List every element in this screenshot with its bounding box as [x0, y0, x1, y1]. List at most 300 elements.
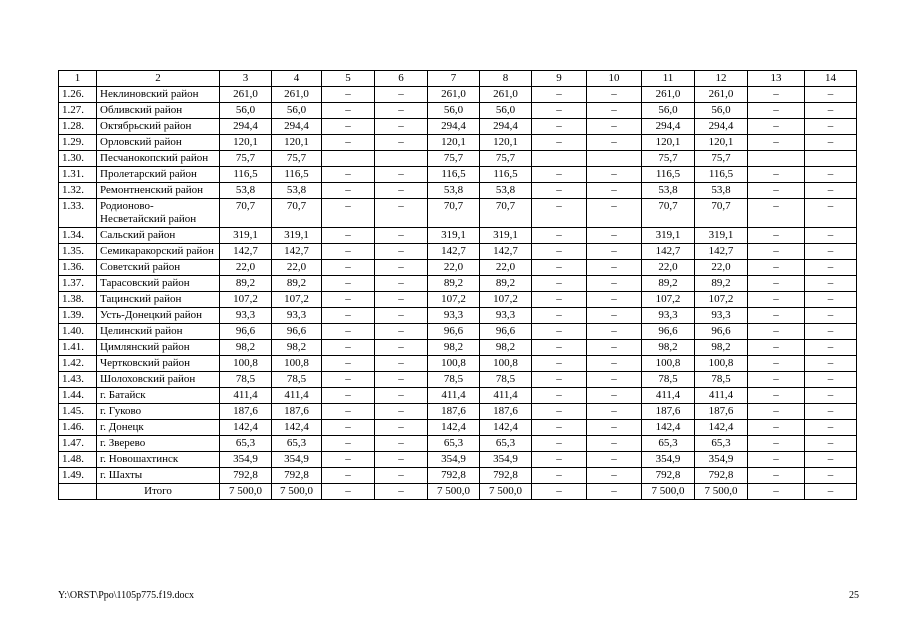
value-cell: 261,0: [220, 87, 272, 103]
value-cell: 78,5: [480, 372, 532, 388]
value-cell: 96,6: [272, 324, 322, 340]
value-cell: –: [532, 324, 587, 340]
value-cell: 261,0: [642, 87, 695, 103]
table-row: [59, 308, 857, 324]
value-cell: 294,4: [642, 119, 695, 135]
value-cell: 792,8: [220, 468, 272, 484]
row-number-cell: 1.30.: [59, 151, 97, 167]
value-cell: [748, 151, 805, 167]
value-cell: [587, 151, 642, 167]
value-cell: 187,6: [480, 404, 532, 420]
district-name-cell: Усть-Донецкий район: [97, 308, 220, 324]
row-number-cell: 1.49.: [59, 468, 97, 484]
value-cell: –: [532, 420, 587, 436]
value-cell: 89,2: [642, 276, 695, 292]
value-cell: 187,6: [695, 404, 748, 420]
row-number-cell: 1.44.: [59, 388, 97, 404]
table-row: [59, 135, 857, 151]
value-cell: –: [375, 436, 428, 452]
value-cell: –: [322, 452, 375, 468]
value-cell: –: [748, 484, 805, 500]
value-cell: 78,5: [220, 372, 272, 388]
column-header: 10: [587, 71, 642, 87]
value-cell: –: [532, 276, 587, 292]
value-cell: 142,7: [272, 244, 322, 260]
value-cell: –: [322, 244, 375, 260]
total-row: [59, 484, 857, 500]
value-cell: –: [748, 167, 805, 183]
value-cell: 107,2: [695, 292, 748, 308]
value-cell: –: [375, 340, 428, 356]
value-cell: –: [748, 420, 805, 436]
value-cell: –: [587, 436, 642, 452]
district-name-cell: Цимлянский район: [97, 340, 220, 356]
value-cell: 78,5: [642, 372, 695, 388]
value-cell: –: [532, 372, 587, 388]
value-cell: 56,0: [220, 103, 272, 119]
value-cell: 93,3: [695, 308, 748, 324]
value-cell: –: [322, 183, 375, 199]
value-cell: –: [587, 324, 642, 340]
value-cell: –: [322, 436, 375, 452]
value-cell: –: [587, 340, 642, 356]
value-cell: –: [587, 244, 642, 260]
value-cell: 142,4: [272, 420, 322, 436]
value-cell: 89,2: [272, 276, 322, 292]
value-cell: –: [532, 228, 587, 244]
value-cell: –: [532, 87, 587, 103]
value-cell: –: [322, 135, 375, 151]
row-number-cell: 1.39.: [59, 308, 97, 324]
value-cell: –: [587, 276, 642, 292]
district-name-cell: Семикаракорский район: [97, 244, 220, 260]
value-cell: –: [375, 308, 428, 324]
value-cell: –: [748, 119, 805, 135]
row-number-cell: 1.48.: [59, 452, 97, 468]
value-cell: 142,7: [695, 244, 748, 260]
value-cell: –: [748, 260, 805, 276]
value-cell: 142,7: [428, 244, 480, 260]
value-cell: 100,8: [480, 356, 532, 372]
value-cell: –: [375, 119, 428, 135]
value-cell: 22,0: [642, 260, 695, 276]
row-number-cell: 1.46.: [59, 420, 97, 436]
value-cell: 354,9: [695, 452, 748, 468]
value-cell: 93,3: [428, 308, 480, 324]
value-cell: –: [805, 340, 857, 356]
value-cell: –: [322, 199, 375, 228]
value-cell: 78,5: [428, 372, 480, 388]
row-number-cell: 1.27.: [59, 103, 97, 119]
value-cell: –: [587, 484, 642, 500]
value-cell: –: [375, 420, 428, 436]
table-row: [59, 436, 857, 452]
value-cell: –: [532, 308, 587, 324]
row-number-cell: 1.35.: [59, 244, 97, 260]
value-cell: –: [805, 135, 857, 151]
column-header: 4: [272, 71, 322, 87]
district-name-cell: Чертковский район: [97, 356, 220, 372]
district-name-cell: Неклиновский район: [97, 87, 220, 103]
value-cell: –: [587, 452, 642, 468]
district-name-cell: г. Батайск: [97, 388, 220, 404]
value-cell: 7 500,0: [480, 484, 532, 500]
value-cell: 411,4: [428, 388, 480, 404]
value-cell: –: [805, 292, 857, 308]
row-number-cell: 1.43.: [59, 372, 97, 388]
value-cell: 116,5: [695, 167, 748, 183]
value-cell: 142,7: [480, 244, 532, 260]
value-cell: 319,1: [272, 228, 322, 244]
value-cell: –: [322, 276, 375, 292]
value-cell: –: [375, 103, 428, 119]
value-cell: –: [805, 356, 857, 372]
value-cell: 354,9: [428, 452, 480, 468]
table-row: [59, 199, 857, 228]
district-name-cell: Песчанокопский район: [97, 151, 220, 167]
value-cell: –: [748, 244, 805, 260]
table-row: [59, 324, 857, 340]
value-cell: 98,2: [220, 340, 272, 356]
value-cell: 792,8: [272, 468, 322, 484]
value-cell: –: [322, 340, 375, 356]
value-cell: 120,1: [480, 135, 532, 151]
value-cell: –: [748, 452, 805, 468]
value-cell: –: [587, 372, 642, 388]
value-cell: 319,1: [220, 228, 272, 244]
value-cell: –: [748, 87, 805, 103]
table-row: [59, 420, 857, 436]
value-cell: 107,2: [480, 292, 532, 308]
value-cell: 65,3: [428, 436, 480, 452]
value-cell: 116,5: [220, 167, 272, 183]
value-cell: 93,3: [272, 308, 322, 324]
column-header: 8: [480, 71, 532, 87]
table-row: [59, 452, 857, 468]
value-cell: –: [532, 183, 587, 199]
value-cell: –: [805, 324, 857, 340]
table-row: [59, 372, 857, 388]
column-header: 1: [59, 71, 97, 87]
value-cell: 7 500,0: [642, 484, 695, 500]
value-cell: 100,8: [220, 356, 272, 372]
value-cell: 319,1: [642, 228, 695, 244]
value-cell: –: [805, 103, 857, 119]
table-row: [59, 292, 857, 308]
value-cell: 116,5: [428, 167, 480, 183]
value-cell: 411,4: [480, 388, 532, 404]
table-row: [59, 260, 857, 276]
row-number-cell: 1.47.: [59, 436, 97, 452]
value-cell: 792,8: [480, 468, 532, 484]
value-cell: 354,9: [642, 452, 695, 468]
value-cell: –: [532, 468, 587, 484]
value-cell: 107,2: [220, 292, 272, 308]
value-cell: 116,5: [642, 167, 695, 183]
value-cell: 116,5: [272, 167, 322, 183]
value-cell: 294,4: [428, 119, 480, 135]
district-name-cell: Целинский район: [97, 324, 220, 340]
district-name-cell: Тацинский район: [97, 292, 220, 308]
district-name-cell: Ремонтненский район: [97, 183, 220, 199]
value-cell: 261,0: [272, 87, 322, 103]
value-cell: –: [587, 308, 642, 324]
value-cell: –: [322, 119, 375, 135]
value-cell: 22,0: [480, 260, 532, 276]
value-cell: –: [748, 388, 805, 404]
value-cell: –: [375, 244, 428, 260]
value-cell: 120,1: [428, 135, 480, 151]
value-cell: 187,6: [428, 404, 480, 420]
row-number-cell: 1.32.: [59, 183, 97, 199]
value-cell: –: [322, 484, 375, 500]
value-cell: 89,2: [220, 276, 272, 292]
value-cell: –: [532, 356, 587, 372]
value-cell: –: [587, 87, 642, 103]
column-header: 13: [748, 71, 805, 87]
column-header: 3: [220, 71, 272, 87]
value-cell: [375, 151, 428, 167]
value-cell: –: [805, 87, 857, 103]
district-name-cell: Октябрьский район: [97, 119, 220, 135]
district-name-cell: г. Шахты: [97, 468, 220, 484]
value-cell: –: [375, 404, 428, 420]
table-row: [59, 244, 857, 260]
district-name-cell: Родионово-Несветайский район: [97, 199, 220, 228]
value-cell: –: [532, 292, 587, 308]
value-cell: –: [375, 183, 428, 199]
value-cell: 120,1: [642, 135, 695, 151]
value-cell: 75,7: [480, 151, 532, 167]
row-number-cell: 1.33.: [59, 199, 97, 228]
value-cell: –: [748, 356, 805, 372]
value-cell: –: [375, 260, 428, 276]
column-header: 6: [375, 71, 428, 87]
value-cell: 89,2: [695, 276, 748, 292]
value-cell: –: [805, 244, 857, 260]
value-cell: 96,6: [642, 324, 695, 340]
value-cell: –: [375, 276, 428, 292]
row-number-cell: 1.37.: [59, 276, 97, 292]
column-header: 5: [322, 71, 375, 87]
value-cell: [805, 151, 857, 167]
value-cell: –: [532, 167, 587, 183]
value-cell: [322, 151, 375, 167]
column-header: 9: [532, 71, 587, 87]
value-cell: 65,3: [695, 436, 748, 452]
value-cell: 187,6: [220, 404, 272, 420]
value-cell: 98,2: [480, 340, 532, 356]
value-cell: –: [587, 468, 642, 484]
value-cell: 96,6: [220, 324, 272, 340]
value-cell: 70,7: [428, 199, 480, 228]
value-cell: 93,3: [480, 308, 532, 324]
value-cell: 7 500,0: [428, 484, 480, 500]
table-header-row: [59, 71, 857, 87]
value-cell: –: [748, 468, 805, 484]
value-cell: 142,4: [642, 420, 695, 436]
value-cell: 53,8: [428, 183, 480, 199]
row-number-cell: [59, 484, 97, 500]
district-name-cell: Сальский район: [97, 228, 220, 244]
value-cell: –: [322, 260, 375, 276]
value-cell: –: [532, 119, 587, 135]
row-number-cell: 1.26.: [59, 87, 97, 103]
value-cell: –: [375, 484, 428, 500]
value-cell: –: [587, 119, 642, 135]
value-cell: 65,3: [220, 436, 272, 452]
value-cell: –: [805, 276, 857, 292]
value-cell: –: [322, 468, 375, 484]
value-cell: –: [748, 372, 805, 388]
value-cell: –: [805, 260, 857, 276]
value-cell: –: [375, 199, 428, 228]
value-cell: 411,4: [642, 388, 695, 404]
value-cell: 56,0: [695, 103, 748, 119]
column-header: 14: [805, 71, 857, 87]
value-cell: 319,1: [695, 228, 748, 244]
value-cell: –: [587, 135, 642, 151]
value-cell: 294,4: [220, 119, 272, 135]
value-cell: 93,3: [220, 308, 272, 324]
table-row: [59, 151, 857, 167]
value-cell: –: [532, 340, 587, 356]
value-cell: 70,7: [480, 199, 532, 228]
district-name-cell: г. Новошахтинск: [97, 452, 220, 468]
value-cell: –: [532, 452, 587, 468]
value-cell: –: [587, 167, 642, 183]
table-row: [59, 468, 857, 484]
value-cell: 100,8: [695, 356, 748, 372]
value-cell: –: [587, 420, 642, 436]
value-cell: –: [322, 388, 375, 404]
value-cell: 53,8: [220, 183, 272, 199]
table-row: [59, 103, 857, 119]
table-row: [59, 167, 857, 183]
value-cell: –: [805, 436, 857, 452]
value-cell: 78,5: [695, 372, 748, 388]
value-cell: 53,8: [272, 183, 322, 199]
row-number-cell: 1.28.: [59, 119, 97, 135]
value-cell: 56,0: [642, 103, 695, 119]
value-cell: 411,4: [695, 388, 748, 404]
value-cell: –: [587, 228, 642, 244]
value-cell: 792,8: [642, 468, 695, 484]
value-cell: 107,2: [272, 292, 322, 308]
district-name-cell: г. Зверево: [97, 436, 220, 452]
value-cell: –: [532, 135, 587, 151]
value-cell: 89,2: [428, 276, 480, 292]
value-cell: 53,8: [695, 183, 748, 199]
value-cell: –: [532, 436, 587, 452]
district-name-cell: Тарасовский район: [97, 276, 220, 292]
value-cell: 354,9: [220, 452, 272, 468]
value-cell: 294,4: [695, 119, 748, 135]
value-cell: 7 500,0: [695, 484, 748, 500]
value-cell: 75,7: [272, 151, 322, 167]
value-cell: –: [805, 119, 857, 135]
value-cell: –: [805, 167, 857, 183]
value-cell: 56,0: [272, 103, 322, 119]
value-cell: –: [375, 167, 428, 183]
value-cell: 78,5: [272, 372, 322, 388]
value-cell: –: [532, 484, 587, 500]
value-cell: –: [748, 135, 805, 151]
value-cell: [532, 151, 587, 167]
value-cell: –: [748, 436, 805, 452]
value-cell: 100,8: [642, 356, 695, 372]
district-name-cell: г. Донецк: [97, 420, 220, 436]
value-cell: –: [375, 388, 428, 404]
value-cell: 70,7: [695, 199, 748, 228]
value-cell: 96,6: [695, 324, 748, 340]
district-name-cell: Итого: [97, 484, 220, 500]
value-cell: –: [805, 420, 857, 436]
value-cell: 98,2: [642, 340, 695, 356]
value-cell: –: [322, 372, 375, 388]
value-cell: –: [375, 452, 428, 468]
value-cell: 120,1: [220, 135, 272, 151]
value-cell: 187,6: [642, 404, 695, 420]
value-cell: –: [587, 356, 642, 372]
value-cell: 22,0: [272, 260, 322, 276]
value-cell: 75,7: [695, 151, 748, 167]
value-cell: –: [322, 404, 375, 420]
row-number-cell: 1.40.: [59, 324, 97, 340]
district-name-cell: Орловский район: [97, 135, 220, 151]
value-cell: 294,4: [272, 119, 322, 135]
value-cell: –: [375, 87, 428, 103]
value-cell: 100,8: [272, 356, 322, 372]
value-cell: 142,4: [480, 420, 532, 436]
table-row: [59, 119, 857, 135]
value-cell: –: [375, 372, 428, 388]
value-cell: 142,7: [220, 244, 272, 260]
value-cell: –: [587, 199, 642, 228]
value-cell: –: [805, 308, 857, 324]
value-cell: –: [322, 103, 375, 119]
row-number-cell: 1.34.: [59, 228, 97, 244]
value-cell: –: [805, 452, 857, 468]
value-cell: 70,7: [272, 199, 322, 228]
value-cell: 354,9: [272, 452, 322, 468]
value-cell: 319,1: [428, 228, 480, 244]
table-row: [59, 276, 857, 292]
value-cell: –: [322, 228, 375, 244]
value-cell: –: [805, 372, 857, 388]
value-cell: 187,6: [272, 404, 322, 420]
value-cell: –: [805, 468, 857, 484]
value-cell: 98,2: [272, 340, 322, 356]
value-cell: 70,7: [220, 199, 272, 228]
value-cell: 89,2: [480, 276, 532, 292]
value-cell: –: [587, 103, 642, 119]
value-cell: 792,8: [428, 468, 480, 484]
column-header: 7: [428, 71, 480, 87]
value-cell: 98,2: [428, 340, 480, 356]
value-cell: –: [322, 292, 375, 308]
value-cell: 100,8: [428, 356, 480, 372]
row-number-cell: 1.29.: [59, 135, 97, 151]
value-cell: –: [587, 260, 642, 276]
district-name-cell: г. Гуково: [97, 404, 220, 420]
page-number: 25: [849, 590, 859, 601]
district-name-cell: Шолоховский район: [97, 372, 220, 388]
table-row: [59, 404, 857, 420]
document-path: Y:\ORST\Ppo\1105p775.f19.docx: [58, 590, 194, 601]
value-cell: –: [805, 228, 857, 244]
table-row: [59, 87, 857, 103]
